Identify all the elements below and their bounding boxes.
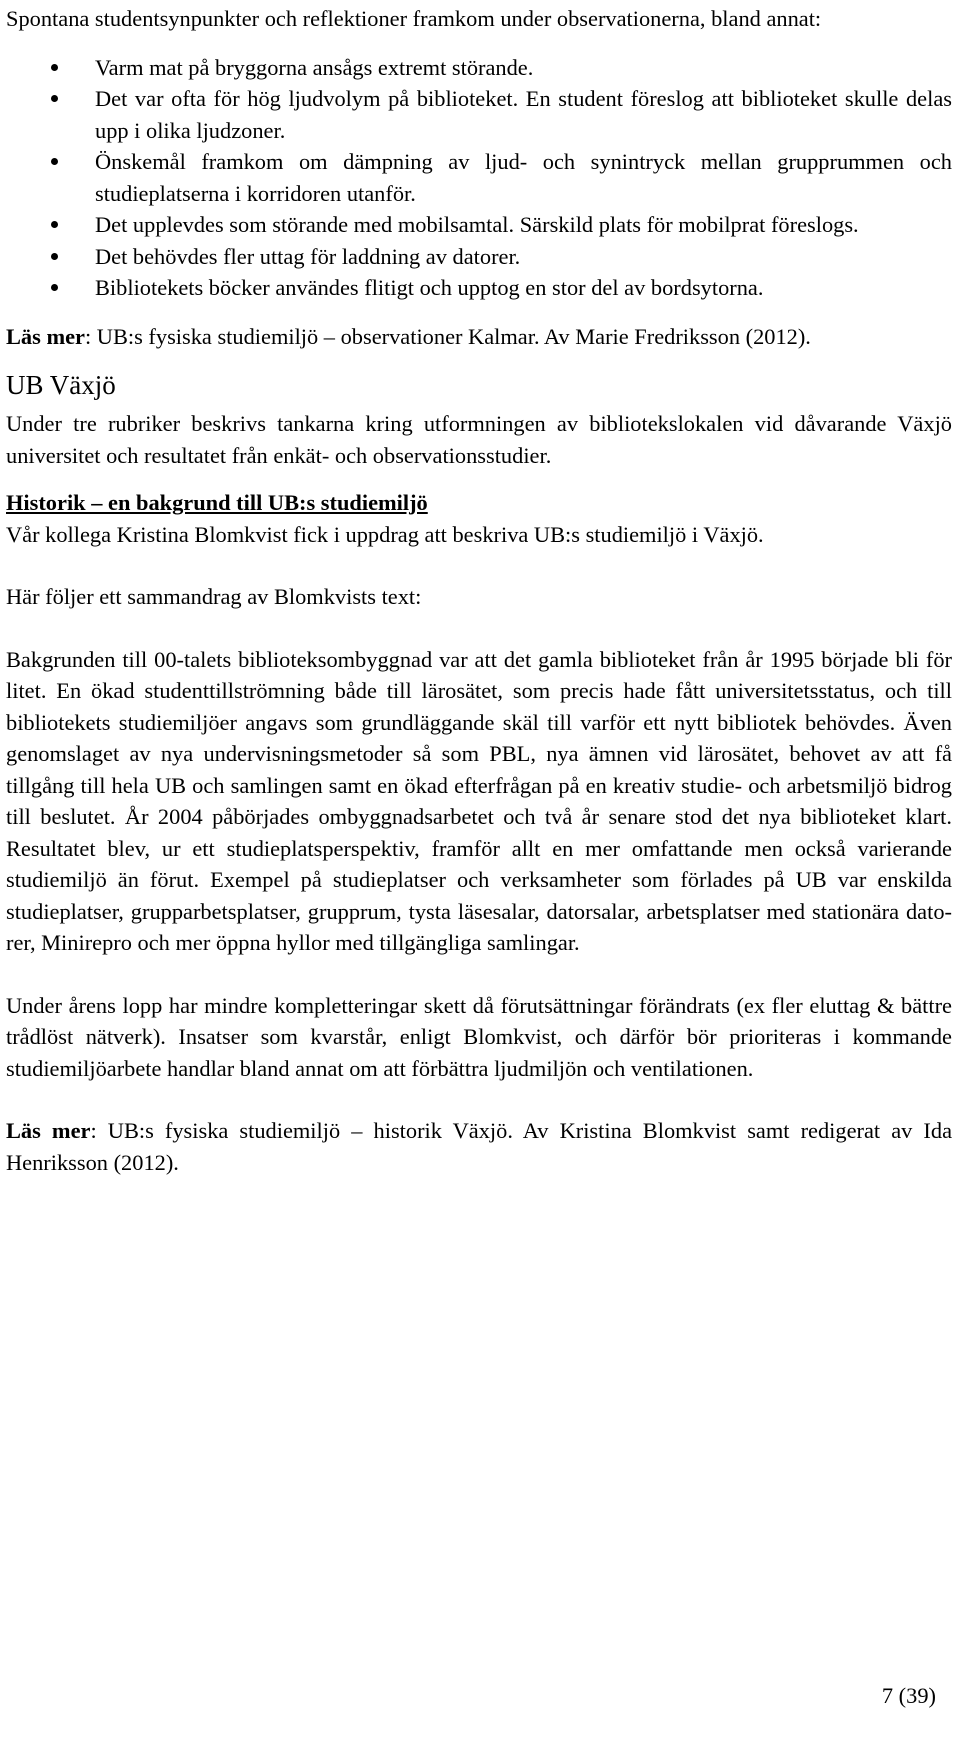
read-more-vaxjo bbox=[6, 1115, 952, 1178]
observation-list bbox=[6, 52, 952, 304]
page-number: 7 (39) bbox=[881, 1683, 936, 1708]
list-item bbox=[6, 209, 952, 241]
subsection-heading: Historik – en bakgrund till UB:s studiemiljö bbox=[6, 490, 428, 515]
section-title: UB Växjö bbox=[6, 370, 116, 400]
read-more-text: : UB:s fysiska studiemiljö – observationer Kalmar. Av Marie Fredriksson (2012). bbox=[84, 323, 811, 349]
read-more-label: Läs mer bbox=[6, 1118, 91, 1143]
list-item bbox=[6, 272, 952, 304]
list-item-text: Det behövdes fler uttag för laddning av datorer. bbox=[95, 243, 521, 269]
subsection-intro: Vår kollega Kristina Blomkvist fick i uppdrag att beskriva UB:s studiemiljö i Växjö. bbox=[6, 521, 764, 547]
list-item-text: Varm mat på bryggorna ansågs extremt störande. bbox=[95, 54, 534, 80]
list-item bbox=[6, 241, 952, 273]
list-item-text: Bibliotekets böcker användes flitigt och upptog en stor del av bordsytorna. bbox=[95, 275, 764, 300]
list-item-text: Det var ofta för hög ljudvolym på biblioteket. En student föreslog att biblioteket skulle delas upp i olika ljudzoner. bbox=[95, 86, 952, 143]
body-paragraph-improvements: Under årens lopp har mindre kompletteringar skett då förutsättningar förändrats (ex fler eluttag & bättre trådlöst nätverk). Insatser som kvarstår, enligt Blomkvist, och därför bör prioriteras i kommande studiemiljöarbete handlar bland annat om att förbättra ljudmiljön och ventilationen. bbox=[6, 992, 952, 1081]
list-item-text: Önskemål framkom om dämpning av ljud- och synintryck mellan grupprummen och studieplatserna i korridoren utanför. bbox=[95, 149, 952, 206]
read-more-kalmar bbox=[6, 321, 952, 353]
summary-intro: Här följer ett sammandrag av Blomkvists text: bbox=[6, 584, 422, 609]
bullet-icon bbox=[51, 95, 58, 102]
list-item-text: Det upplevdes som störande med mobilsamtal. Särskild plats för mobilprat föreslogs. bbox=[95, 212, 859, 237]
bullet-icon bbox=[51, 253, 58, 260]
list-item bbox=[6, 83, 952, 146]
read-more-text: : UB:s fysiska studiemiljö – historik Växjö. Av Kristina Blomkvist samt redigerat av Ida Henriksson (2012). bbox=[6, 1118, 953, 1175]
body-paragraph-background: Bakgrunden till 00-talets biblioteksombyggnad var att det gamla biblioteket från år 1995 började bli för litet. En ökad studenttillströmning både till lärosätet, som precis hade fått universitetsstatus, och till bibliotekets studiemiljöer angavs som grundläggande skäl till varför ett nytt bibliotek behövdes. Även genomslaget av nya undervisningsmetoder så som PBL, nya ämnen vid lärosätet, behovet av att få tillgång till hela UB och samlingen samt en ökad efterfrågan på en kreativ studie- och arbetsmiljö bidrog till beslutet. År 2004 påbörjades ombyggnadsarbetet och två år senare stod det nya biblioteket klart. Resultatet blev, ur ett studieplatsperspektiv, framför allt en mer omfattande men också varierande studiemiljö än förut. Exempel på studieplatser och verksamheter som förlades på UB var enskilda studieplatser, grupparbetsplatser, grupprum, tysta läsesalar, datorsalar, arbetsplatser med stationära datorer, Minirepro och mer öppna hyllor med tillgängliga samlingar. bbox=[6, 646, 952, 955]
intro-paragraph: Spontana studentsynpunkter och reflektioner framkom under observationerna, bland annat: bbox=[6, 6, 822, 31]
bullet-icon bbox=[51, 284, 58, 291]
bullet-icon bbox=[51, 221, 58, 228]
document-page bbox=[6, 0, 952, 1178]
bullet-icon bbox=[51, 64, 58, 71]
bullet-icon bbox=[51, 158, 58, 165]
list-item bbox=[6, 52, 952, 84]
list-item bbox=[6, 146, 952, 209]
read-more-label: Läs mer bbox=[6, 323, 85, 349]
section-intro: Under tre rubriker beskrivs tankarna kring utformningen av bibliotekslokalen vid dåvarande Växjö universitet och resultatet från enkät- och observationsstudier. bbox=[6, 411, 952, 468]
